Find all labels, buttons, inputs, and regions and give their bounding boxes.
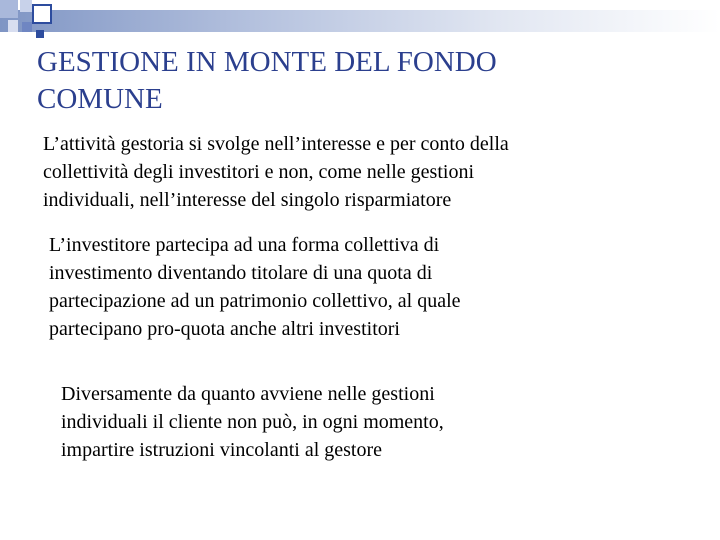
header-gradient-band [0, 10, 720, 32]
paragraph-line: Diversamente da quanto avviene nelle gestioni [61, 383, 435, 405]
paragraph-line: impartire istruzioni vincolanti al gestore [61, 439, 383, 461]
decorative-square [0, 0, 18, 18]
slide-title [37, 44, 657, 118]
slide-title-line: COMUNE [37, 83, 163, 115]
paragraph-no-binding-instructions [61, 380, 661, 464]
paragraph-line: individuali, nell’interesse del singolo risparmiatore [43, 189, 452, 211]
paragraph-line: L’investitore partecipa ad una forma collettiva di [49, 234, 440, 256]
paragraph-investor-participation [49, 231, 649, 343]
paragraph-line: L’attività gestoria si svolge nell’interesse e per conto della [43, 133, 509, 155]
decorative-square [8, 20, 18, 32]
decorative-square [36, 30, 44, 38]
slide-title-line: GESTIONE IN MONTE DEL FONDO [37, 46, 497, 78]
decorative-outline-square [32, 4, 52, 24]
paragraph-line: individuali il cliente non può, in ogni momento, [61, 411, 444, 433]
paragraph-collective-interest [43, 130, 643, 214]
decorative-square [22, 22, 32, 32]
decorative-square [20, 0, 32, 12]
paragraph-line: partecipano pro-quota anche altri investitori [49, 318, 400, 340]
paragraph-line: partecipazione ad un patrimonio collettivo, al quale [49, 290, 461, 312]
paragraph-line: collettività degli investitori e non, come nelle gestioni [43, 161, 475, 183]
paragraph-line: investimento diventando titolare di una quota di [49, 262, 433, 284]
